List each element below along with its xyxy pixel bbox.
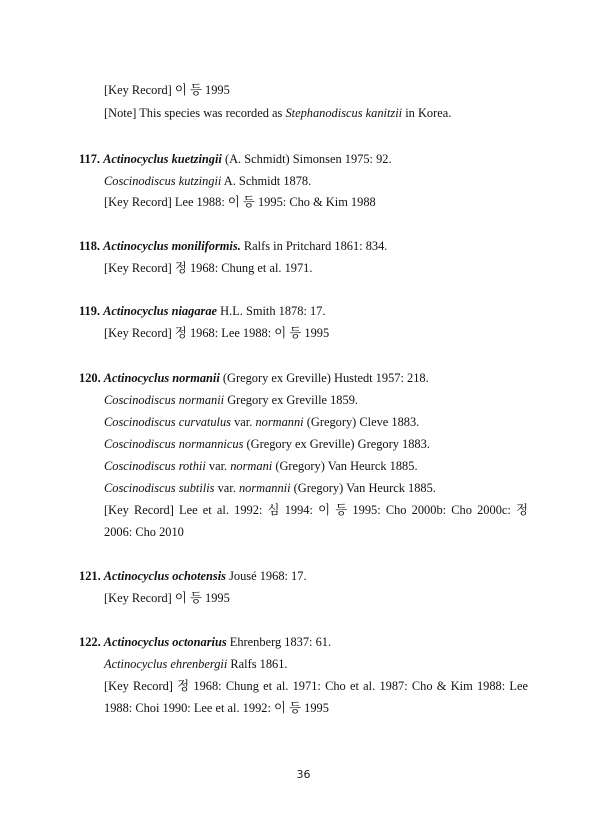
entry-120-heading: 120. Actinocyclus normanii (Gregory ex Greville) Hustedt 1957: 218. [79, 371, 429, 385]
entry-120-synonym-4: Coscinodiscus rothii var. normani (Gregory) Van Heurck 1885. [104, 459, 418, 473]
entry-122-record: [Key Record] 정 1968: Chung et al. 1971: Cho et al. 1987: Cho & Kim 1988: Lee [104, 679, 528, 693]
entry-121-heading: 121. Actinocyclus ochotensis Jousé 1968: 17. [79, 569, 307, 583]
entry-120-record: [Key Record] Lee et al. 1992: 심 1994: 이 등 1995: Cho 2000b: Cho 2000c: 정 [104, 503, 528, 517]
entry-119-heading: 119. Actinocyclus niagarae H.L. Smith 1878: 17. [79, 304, 326, 318]
entry-118-record: [Key Record] 정 1968: Chung et al. 1971. [104, 261, 313, 275]
entry-119-record: [Key Record] 정 1968: Lee 1988: 이 등 1995 [104, 326, 330, 340]
entry-120-synonym-5: Coscinodiscus subtilis var. normannii (Gregory) Van Heurck 1885. [104, 481, 436, 495]
entry-121-record: [Key Record] 이 등 1995 [104, 591, 230, 605]
note-line: [Note] This species was recorded as Stephanodiscus kanitzii in Korea. [104, 106, 452, 120]
entry-122-heading: 122. Actinocyclus octonarius Ehrenberg 1837: 61. [79, 635, 332, 649]
key-record-line: [Key Record] 이 등 1995 [104, 83, 230, 97]
entry-120-synonym-2: Coscinodiscus curvatulus var. normanni (Gregory) Cleve 1883. [104, 415, 420, 429]
page-number: 36 [296, 768, 311, 781]
entry-118-heading: 118. Actinocyclus moniliformis. Ralfs in Pritchard 1861: 834. [79, 239, 388, 253]
entry-122-record-continued: 1988: Choi 1990: Lee et al. 1992: 이 등 1995 [104, 701, 329, 715]
entry-120-record-continued: 2006: Cho 2010 [104, 525, 184, 539]
entry-117-record: [Key Record] Lee 1988: 이 등 1995: Cho & Kim 1988 [104, 195, 376, 209]
entry-122-synonym: Actinocyclus ehrenbergii Ralfs 1861. [104, 657, 288, 671]
entry-120-synonym-1: Coscinodiscus normanii Gregory ex Greville 1859. [104, 393, 358, 407]
entry-117-synonym: Coscinodiscus kutzingii A. Schmidt 1878. [104, 174, 312, 188]
entry-120-synonym-3: Coscinodiscus normannicus (Gregory ex Greville) Gregory 1883. [104, 437, 430, 451]
entry-117-heading: 117. Actinocyclus kuetzingii (A. Schmidt) Simonsen 1975: 92. [79, 152, 392, 166]
